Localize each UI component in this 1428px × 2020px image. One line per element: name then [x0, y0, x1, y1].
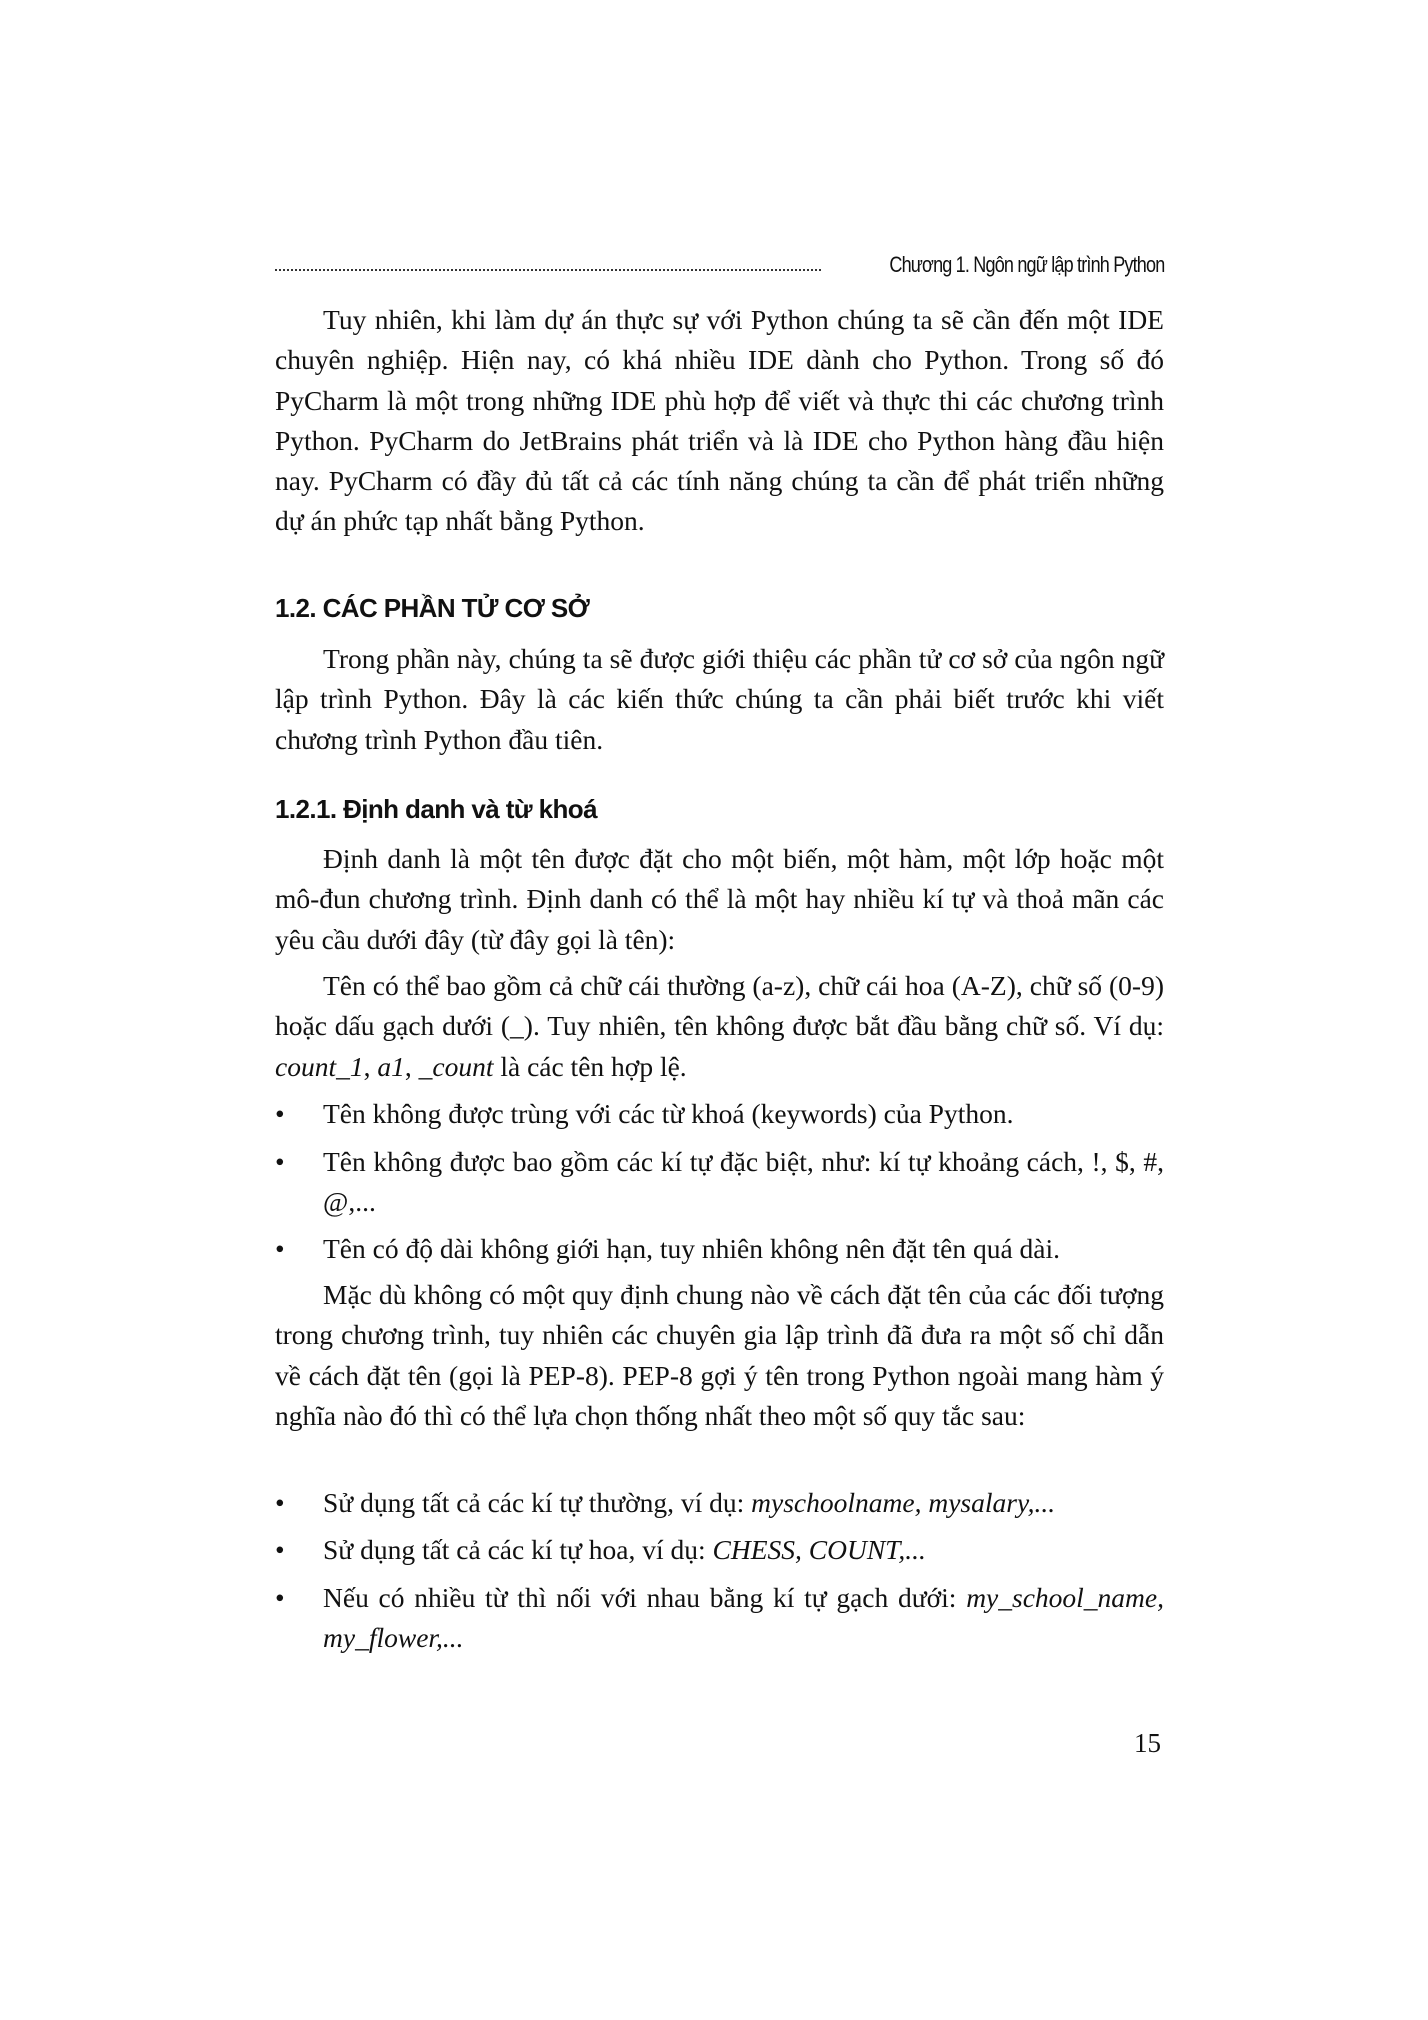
paragraph-naming-rules [275, 966, 1164, 1087]
dotted-leader [275, 269, 821, 271]
example: _count [418, 1050, 494, 1082]
bullet-icon: • [275, 1233, 285, 1264]
list-text: Sử dụng tất cả các kí tự hoa, ví dụ: [323, 1534, 713, 1565]
bullet-icon: • [275, 1146, 285, 1177]
example: myschoolname, mysalary,... [751, 1487, 1056, 1518]
list-text: Tên không được bao gồm các kí tự đặc biệt, như: kí tự khoảng cách, !, $, #, @,... [323, 1146, 1164, 1218]
paragraph-pep8: Mặc dù không có một quy định chung nào về cách đặt tên của các đối tượng trong chương trình, tuy nhiên các chuyên gia lập trình đã đưa ra một số chỉ dẫn về cách đặt tên (gọi là PEP-8). PEP-8 gợi ý tên trong Python ngoài mang hàm ý nghĩa nào đó thì có thể lựa chọn thống nhất theo một số quy tắc sau: [275, 1279, 1164, 1431]
paragraph-intro: Trong phần này, chúng ta sẽ được giới thiệu các phần tử cơ sở của ngôn ngữ lập trình Python. Đây là các kiến thức chúng ta cần phải biết trước khi viết chương trình Python đầu tiên. [275, 643, 1164, 755]
subsection-heading: 1.2.1. Định danh và từ khoá [275, 794, 597, 824]
list-item [275, 1094, 1164, 1134]
list-item [275, 1142, 1164, 1223]
bullet-icon: • [275, 1534, 285, 1565]
list-item [275, 1530, 1164, 1570]
text: , [404, 1050, 419, 1082]
list-item [275, 1483, 1164, 1523]
example: count_1 [275, 1050, 364, 1082]
paragraph-pycharm: Tuy nhiên, khi làm dự án thực sự với Python chúng ta sẽ cần đến một IDE chuyên nghiệp. Hiện nay, có khá nhiều IDE dành cho Python. Trong số đó PyCharm là một trong những IDE phù hợp để viết và thực thi các chương trình Python. PyCharm do JetBrains phát triển và là IDE cho Python hàng đầu hiện nay. PyCharm có đầy đủ tất cả các tính năng chúng ta cần để phát triển những dự án phức tạp nhất bằng Python. [275, 304, 1164, 537]
bullet-icon: • [275, 1098, 285, 1129]
list-text: Tên không được trùng với các từ khoá (keywords) của Python. [323, 1098, 1014, 1129]
list-text: Nếu có nhiều từ thì nối với nhau bằng kí tự gạch dưới: [323, 1582, 967, 1613]
list-text: Tên có độ dài không giới hạn, tuy nhiên không nên đặt tên quá dài. [323, 1233, 1061, 1264]
text: là các tên hợp lệ. [493, 1050, 687, 1082]
list-item [275, 1229, 1164, 1269]
bullet-icon: • [275, 1487, 285, 1518]
section-heading: 1.2. CÁC PHẦN TỬ CƠ SỞ [275, 593, 590, 623]
example: my_school_name, my_flower,... [323, 1582, 1164, 1654]
text: , [363, 1050, 378, 1082]
list-item [275, 1578, 1164, 1659]
paragraph-identifier: Định danh là một tên được đặt cho một biến, một hàm, một lớp hoặc một mô-đun chương trình. Định danh có thể là một hay nhiều kí tự và thoả mãn các yêu cầu dưới đây (từ đây gọi là tên): [275, 843, 1164, 955]
bullet-icon: • [275, 1582, 285, 1613]
page-number: 15 [1134, 1728, 1161, 1758]
chapter-title: Chương 1. Ngôn ngữ lập trình Python [888, 252, 1164, 277]
example: CHESS, COUNT,... [712, 1534, 926, 1565]
list-text: Sử dụng tất cả các kí tự thường, ví dụ: [323, 1487, 752, 1518]
example: a1 [377, 1050, 405, 1082]
text: Tên có thể bao gồm cả chữ cái thường (a-z), chữ cái hoa (A-Z), chữ số (0-9) hoặc dấu gạch dưới (_). Tuy nhiên, tên không được bắt đầu bằng chữ số. Ví dụ: [275, 970, 1164, 1042]
running-header [275, 248, 1164, 278]
